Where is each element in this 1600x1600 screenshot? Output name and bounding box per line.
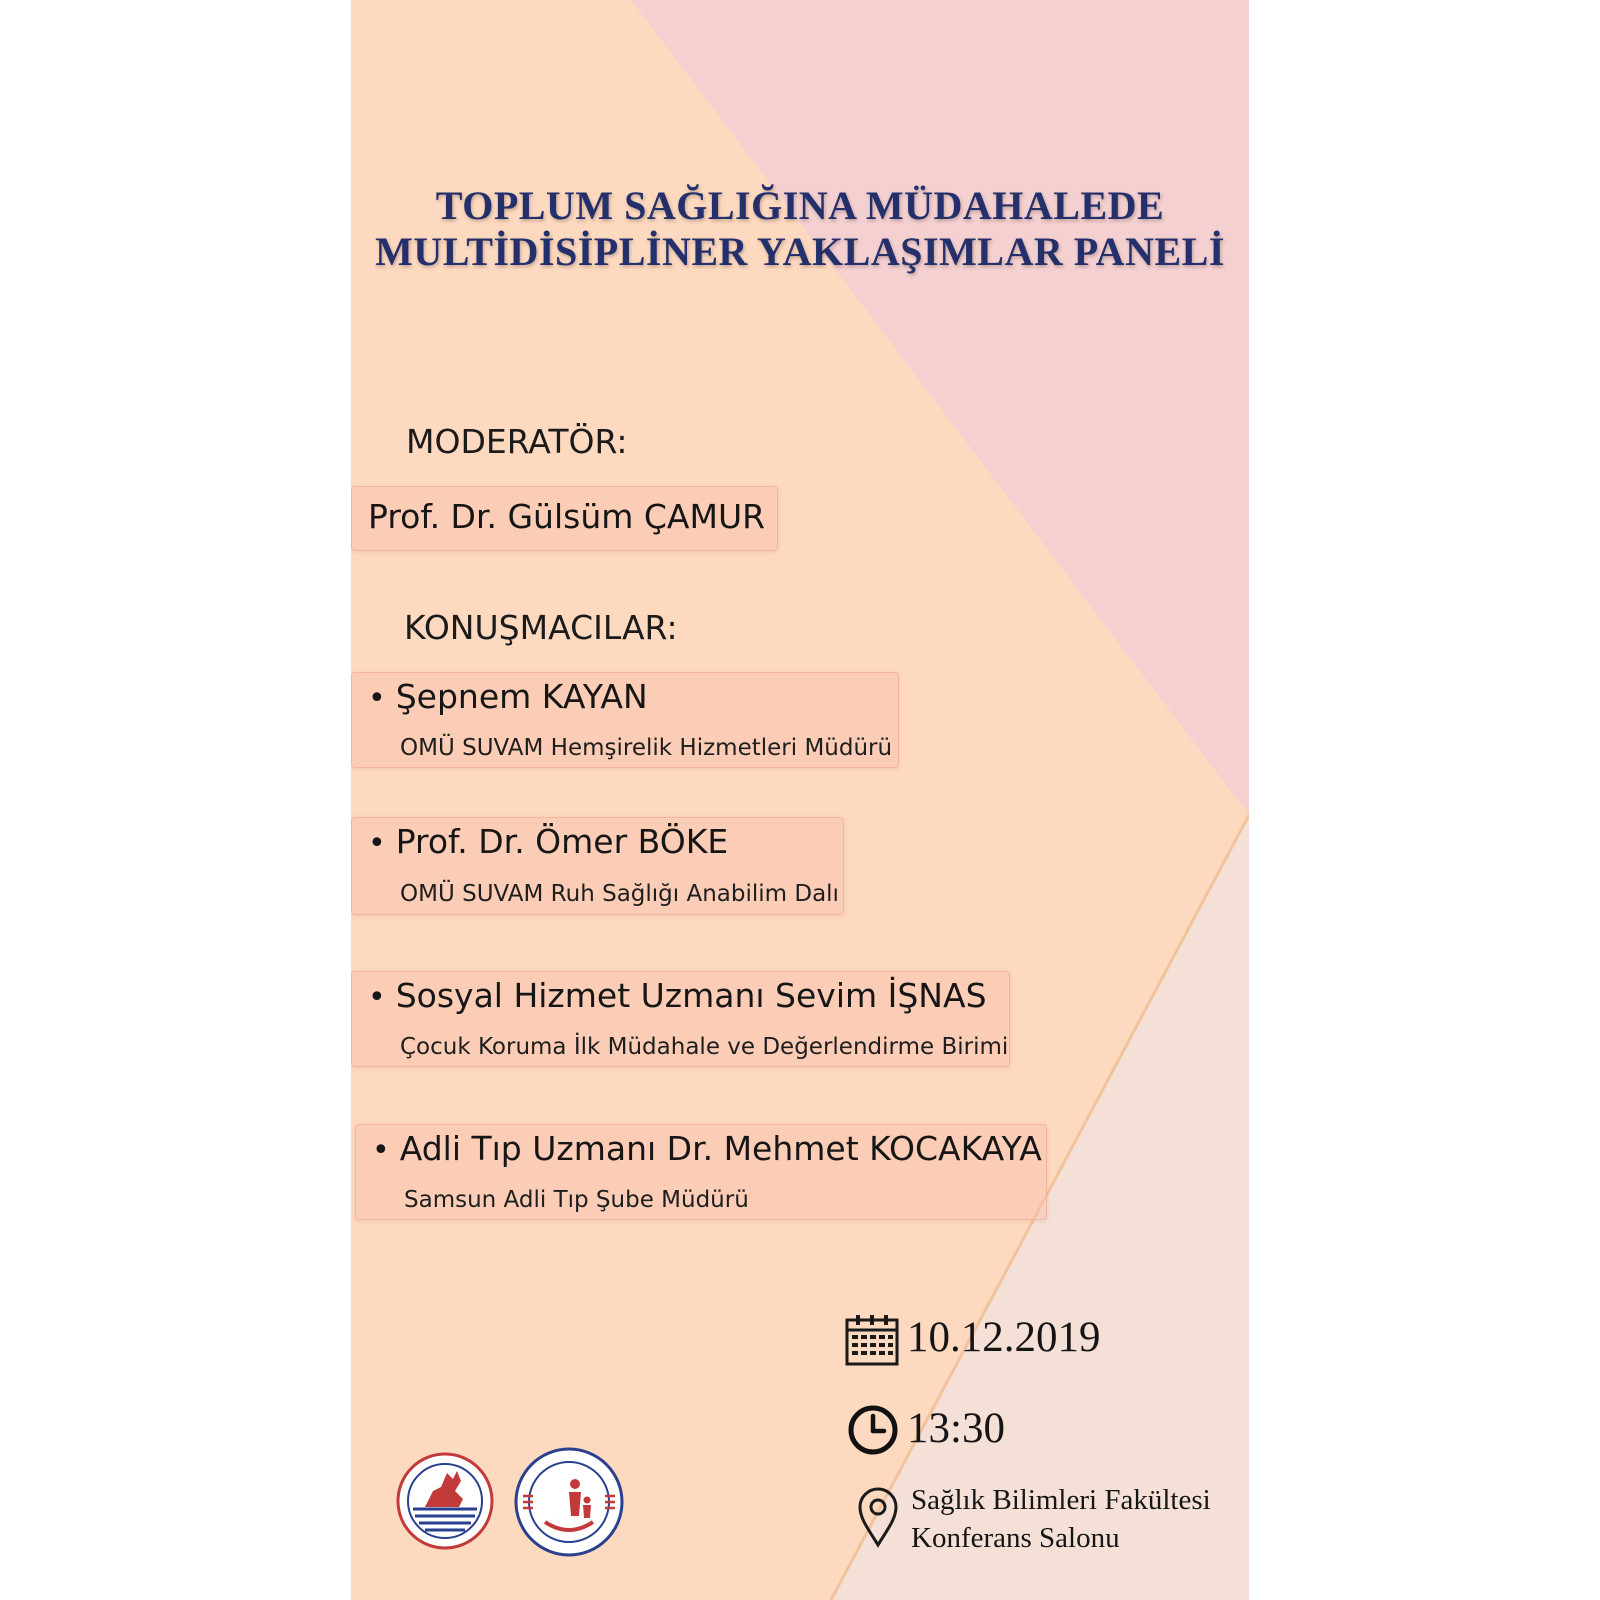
speaker-role: Samsun Adli Tıp Şube Müdürü bbox=[404, 1187, 749, 1213]
speaker-role: OMÜ SUVAM Hemşirelik Hizmetleri Müdürü bbox=[400, 735, 893, 761]
calendar-icon bbox=[844, 1312, 900, 1368]
location-line-1: Sağlık Bilimleri Fakültesi bbox=[911, 1484, 1211, 1516]
speakers-heading: KONUŞMACILAR: bbox=[404, 608, 678, 647]
speaker-card-2 bbox=[351, 817, 844, 915]
speaker-name: • Şepnem KAYAN bbox=[368, 677, 648, 716]
speaker-card-4 bbox=[355, 1124, 1047, 1220]
moderator-box bbox=[351, 486, 778, 551]
location-line-2: Konferans Salonu bbox=[911, 1522, 1120, 1554]
speaker-card-1 bbox=[351, 672, 899, 768]
clock-icon bbox=[847, 1404, 899, 1456]
speaker-role: OMÜ SUVAM Ruh Sağlığı Anabilim Dalı bbox=[400, 881, 839, 907]
panel-title-line-2: MULTİDİSİPLİNER YAKLAŞIMLAR PANELİ bbox=[375, 229, 1225, 274]
speaker-name: • Prof. Dr. Ömer BÖKE bbox=[368, 822, 729, 861]
speaker-card-3 bbox=[351, 971, 1010, 1067]
event-time: 13:30 bbox=[907, 1405, 1005, 1452]
moderator-heading: MODERATÖR: bbox=[406, 422, 628, 461]
location-pin-icon bbox=[857, 1486, 899, 1548]
poster bbox=[351, 0, 1249, 1600]
speaker-role: Çocuk Koruma İlk Müdahale ve Değerlendirme Birimi bbox=[400, 1034, 1009, 1060]
moderator-name: Prof. Dr. Gülsüm ÇAMUR bbox=[368, 497, 766, 536]
speaker-name: • Sosyal Hizmet Uzmanı Sevim İŞNAS bbox=[368, 976, 987, 1015]
social-service-logo bbox=[513, 1446, 625, 1558]
university-logo bbox=[395, 1451, 495, 1551]
speaker-name: • Adli Tıp Uzmanı Dr. Mehmet KOCAKAYA bbox=[372, 1129, 1042, 1168]
panel-title-line-1: TOPLUM SAĞLIĞINA MÜDAHALEDE bbox=[435, 183, 1165, 228]
event-date: 10.12.2019 bbox=[907, 1314, 1101, 1361]
